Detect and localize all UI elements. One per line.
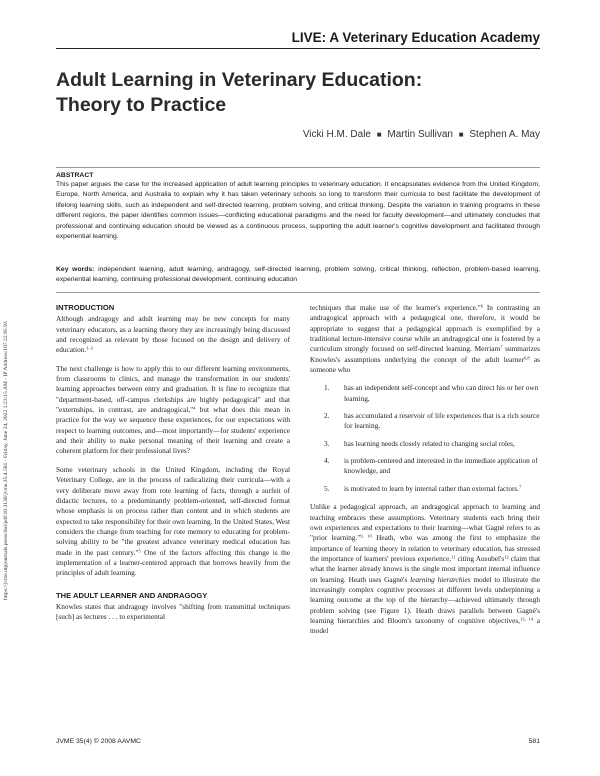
abstract-text: This paper argues the case for the increased application of adult learning principles to veterinary education. It encapsulates evidence from the United Kingdom, Europe, North America, and Australia to explain why it has taken veterinary schools so long to transform their curricula to best facilitate the development of lifelong learning skills, such as independent and self-directed learning, problem solving, and critical thinking. Despite the variation in training programs in these different regions, the paper identifies common issues—conflicting educational paradigms and the need for faculty development—and ultimately concludes that professional and continuing education should be viewed as a continuous process, supporting the adult learner's cognitive development and facilitated through experiential learning. — [56, 181, 540, 241]
introduction-heading: INTRODUCTION — [56, 303, 115, 312]
title-line-2: Theory to Practice — [56, 94, 227, 116]
paragraph: Unlike a pedagogical approach, an andragogical approach to learning and teaching embraces these assumptions. Veterinary students each bring their own experiences and expectations to their learning—what Gagné refers to as "prior learning."$^{9, 10}$ Heath, who was among the first to emphasize the importance of learning theory in relation to veterinary education, has stressed the importance of learners' previous experience,$^{11}$ citing $Ausubel's^{12}$ claim that what the learner already knows is the single most important internal influence on learning. Heath uses Gagné's learning hierarchies model to illustrate the increasingly complex cognitive processes at different levels underpinning a learning outcome at the top of the hierarchy—achieved ultimately through problem solving (see Figure 1). Heath draws parallels between Gagné's learning hierarchies and Bloom's taxonomy of cognitive objectives,$^{13, 14}$ a model — [310, 502, 541, 636]
section-divider — [56, 292, 540, 293]
header-rule — [56, 48, 540, 49]
page-number: 581 — [528, 738, 540, 745]
series-header: LIVE: A Veterinary Education Academy — [291, 30, 540, 45]
adult-learner-assumptions-list — [310, 383, 540, 494]
paragraph: Although andragogy and adult learning may be new concepts for many veterinary educators, as a learning theory they are increasingly being discussed and recognized as relevant by those focused on the design and delivery of education.$^{1-3}$ — [56, 314, 290, 355]
author-list — [303, 129, 540, 140]
paragraph: Some veterinary schools in the United Kingdom, including the Royal Veterinary College, are in the process of radicalizing their curricula—with a very deliberate move away from rote learning of facts, through a surfeit of didactic lectures, to a predominantly problem-oriented, self-directed format whose emphasis is on process rather than content and in which students are expected to take responsibility for their own learning. In the United States, West considers the change from teaching for rote memory to educating for problem-solving ability to be "the greatest advance veterinary medical education has made in the past century."$^5$ One of the factors affecting this change is the implementation of a learner-centered approach that borrows heavily from the principles of adult learning. — [56, 464, 290, 578]
paragraph: techniques that make use of the learner's experience."$^6$ In contrasting an andragogical approach with a pedagogical one, therefore, it would be appropriate to suggest that a pedagogical approach is exemplified by a traditional lecture-intensive course while an andragogical one is fostered by a curriculum strongly focused on self-directed learning. Merriam$^7$ summarizes Knowles's assumptions underlying the concept of the adult learner$^{6,8}$ as someone who — [310, 303, 540, 375]
title-line-1: Adult Learning in Veterinary Education: — [56, 69, 423, 91]
article-title — [56, 68, 526, 118]
left-column — [56, 303, 290, 631]
download-stamp: https://jvme.utpjournals.press/doi/pdf/10.3138/jvme.35.4.581 - Friday, June 24, 2022 1:23:15 AM - IP Address:107.22.95.93 — [3, 321, 9, 600]
list-item: 1. has an independent self-concept and who can direct his or her own learning, — [324, 383, 539, 403]
list-item: 4. is problem-centered and interested in the immediate application of knowledge, and — [324, 456, 538, 476]
keywords-label: Key words: — [56, 266, 95, 273]
list-item: 2. has accumulated a reservoir of life experiences that is a rich source for learning, — [324, 411, 540, 431]
author-separator-2: ■ — [458, 130, 464, 139]
abstract-heading: ABSTRACT — [56, 172, 94, 179]
right-column — [310, 303, 540, 645]
author-2: Martin Sullivan — [387, 129, 453, 140]
keywords-text: independent learning, adult learning, andragogy, self-directed learning, problem solving, critical thinking, reflection, problem-based learning, experiential learning, continuing professional development, continuing education — [56, 266, 540, 284]
author-separator-1: ■ — [376, 130, 382, 139]
author-1: Vicki H.M. Dale — [302, 129, 371, 140]
journal-citation: JVME 35(4) © 2008 AAVMC — [56, 738, 141, 745]
abstract-section — [56, 167, 540, 242]
paragraph: The next challenge is how to apply this to our different learning environments, from classrooms to clinics, and manage the transformation in our students' learning approaches between entry and graduation. It is fine to recognize that "department-based, off-campus clerkships are highly pedagogical" and that "externships, in contrast, are andragogical,"$^4$ but what does this mean in practice for the way we sequence these experiences, for our expectations with respect to learning outcomes, and—most importantly—for students' experience and their ability to make personal meaning of their learning and create a coherent platform for their professional lives? — [56, 363, 290, 456]
author-3: Stephen A. May — [469, 129, 540, 140]
list-item: 3. has learning needs closely related to changing social roles, — [324, 438, 515, 448]
paragraph: Knowles states that andragogy involves "shifting from transmittal techniques [such] as lectures . . . to experimental — [56, 601, 290, 622]
keywords-section — [56, 265, 540, 286]
adult-learner-heading: THE ADULT LEARNER AND ANDRAGOGY — [56, 590, 208, 600]
list-item: 5. is motivated to learn by internal rather than external factors.$^7$ — [324, 483, 522, 493]
